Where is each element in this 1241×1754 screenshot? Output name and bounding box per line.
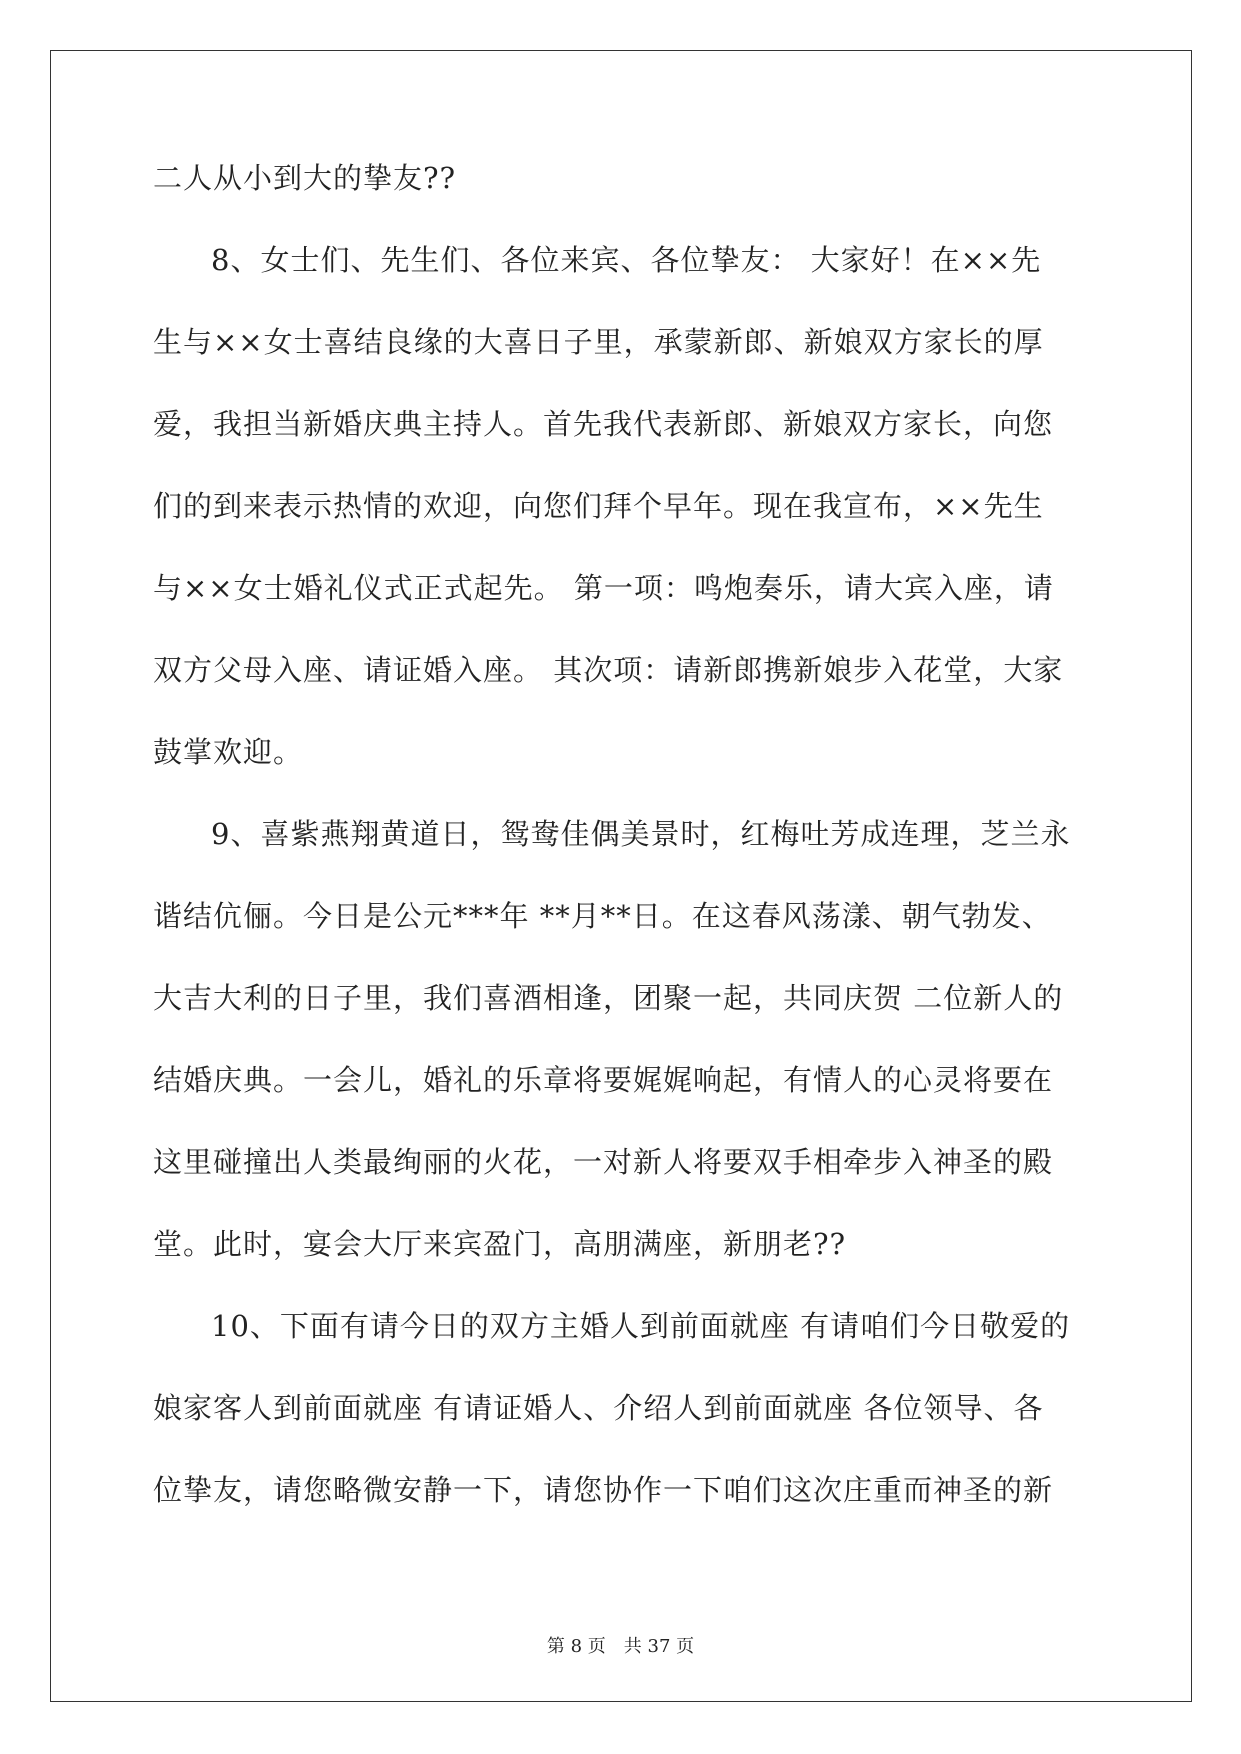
document-body (153, 158, 1088, 1552)
paragraph-8-start: 8、女士们、先生们、各位来宾、各位挚友： 大家好！在××先 (211, 243, 1042, 277)
text-line: 位挚友，请您略微安静一下，请您协作一下咱们这次庄重而神圣的新 (153, 1473, 1054, 1507)
text-line: 爱，我担当新婚庆典主持人。首先我代表新郎、新娘双方家长，向您 (153, 407, 1054, 441)
page-number: 第 8 页 (546, 1636, 606, 1657)
text-line: 娘家客人到前面就座 有请证婚人、介绍人到前面就座 各位领导、各 (153, 1391, 1044, 1425)
text-line: 谐结伉俪。今日是公元***年 **月**日。在这春风荡漾、朝气勃发、 (153, 899, 1052, 933)
page-total: 共 37 页 (623, 1636, 695, 1657)
text-line: 大吉大利的日子里，我们喜酒相逢，团聚一起，共同庆贺 二位新人的 (153, 981, 1064, 1015)
text-line: 生与××女士喜结良缘的大喜日子里，承蒙新郎、新娘双方家长的厚 (153, 325, 1044, 359)
text-line: 鼓掌欢迎。 (153, 735, 304, 769)
text-line: 堂。此时，宴会大厅来宾盈门，高朋满座，新朋老?? (153, 1227, 847, 1261)
text-line: 双方父母入座、请证婚入座。 其次项：请新郎携新娘步入花堂，大家 (153, 653, 1064, 687)
text-line: 结婚庆典。一会儿，婚礼的乐章将要娓娓响起，有情人的心灵将要在 (153, 1063, 1054, 1097)
text-line: 这里碰撞出人类最绚丽的火花，一对新人将要双手相牵步入神圣的殿 (153, 1145, 1054, 1179)
text-line: 与××女士婚礼仪式正式起先。 第一项：鸣炮奏乐，请大宾入座，请 (153, 571, 1054, 605)
text-line: 二人从小到大的挚友?? (153, 161, 457, 195)
page-footer (0, 1632, 1241, 1658)
paragraph-9-start: 9、喜紫燕翔黄道日，鸳鸯佳偶美景时，红梅吐芳成连理，芝兰永 (211, 817, 1071, 851)
paragraph-10-start: 10、下面有请今日的双方主婚人到前面就座 有请咱们今日敬爱的 (211, 1309, 1071, 1343)
text-line: 们的到来表示热情的欢迎，向您们拜个早年。现在我宣布，××先生 (153, 489, 1044, 523)
